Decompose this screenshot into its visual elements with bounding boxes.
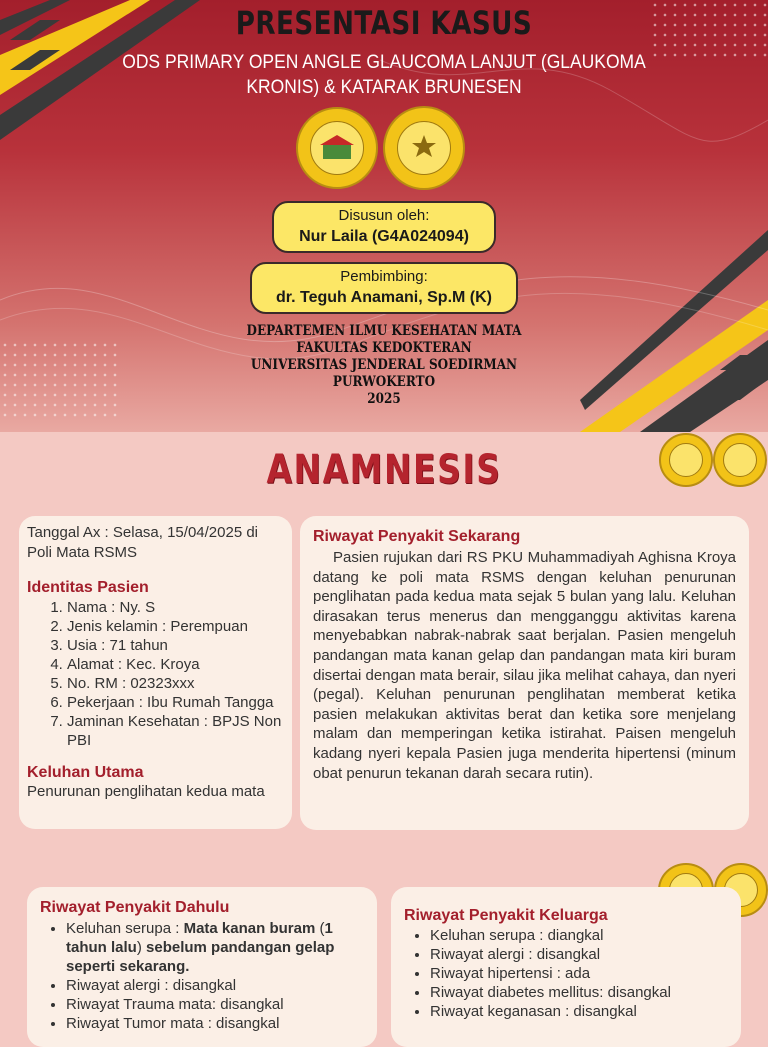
author-name: Nur Laila (G4A024094) xyxy=(299,228,469,245)
list-item: 1. Nama : Ny. S xyxy=(67,598,284,617)
university-logo xyxy=(383,106,465,190)
anamnesis-title: ANAMNESIS xyxy=(266,447,502,493)
department-block xyxy=(54,323,714,408)
author-box xyxy=(272,201,496,253)
family-history-heading: Riwayat Penyakit Keluarga xyxy=(404,907,608,924)
list-item: • Riwayat Trauma mata: disangkal xyxy=(66,995,364,1014)
advisor-box xyxy=(250,262,518,314)
list-item: • Keluhan serupa : Mata kanan buram (1 tahun lalu) sebelum pandangan gelap seperti sekarang. xyxy=(66,919,364,976)
present-illness-card xyxy=(300,516,749,830)
list-item: • Riwayat alergi : disangkal xyxy=(430,945,728,964)
hospital-logo xyxy=(296,107,378,189)
dept-line: PURWOKERTO xyxy=(332,374,436,390)
dept-line: UNIVERSITAS JENDERAL SOEDIRMAN xyxy=(250,357,518,373)
case-subtitle: ODS PRIMARY OPEN ANGLE GLAUCOMA LANJUT (GLAUKOMA KRONIS) & KATARAK BRUNESEN xyxy=(122,52,646,98)
university-logo-small xyxy=(713,433,767,487)
list-item: 2. Jenis kelamin : Perempuan xyxy=(67,617,284,636)
past-history-list xyxy=(40,919,364,1033)
identity-list xyxy=(27,598,284,750)
advisor-name: dr. Teguh Anamani, Sp.M (K) xyxy=(276,289,492,306)
dept-line: DEPARTEMEN ILMU KESEHATAN MATA xyxy=(246,323,522,339)
patient-identity-card xyxy=(19,516,292,829)
present-illness-heading: Riwayat Penyakit Sekarang xyxy=(313,528,521,545)
author-label: Disusun oleh: xyxy=(338,207,430,224)
list-item: • Keluhan serupa : diangkal xyxy=(430,926,728,945)
past-history-heading: Riwayat Penyakit Dahulu xyxy=(40,899,230,916)
visit-date: Tanggal Ax : Selasa, 15/04/2025 di Poli Mata RSMS xyxy=(27,524,259,561)
presentation-title: PRESENTASI KASUS xyxy=(235,4,533,42)
list-item: • Riwayat diabetes mellitus: disangkal xyxy=(430,983,728,1002)
past-history-card xyxy=(27,887,377,1047)
list-item: • Riwayat alergi : disangkal xyxy=(66,976,364,995)
list-item: • Riwayat Tumor mata : disangkal xyxy=(66,1014,364,1033)
dept-line: 2025 xyxy=(367,391,401,407)
list-item: • Riwayat keganasan : disangkal xyxy=(430,1002,728,1021)
family-history-card xyxy=(391,887,741,1047)
list-item: 4. Alamat : Kec. Kroya xyxy=(67,655,284,674)
list-item: 3. Usia : 71 tahun xyxy=(67,636,284,655)
list-item: 7. Jaminan Kesehatan : BPJS Non PBI xyxy=(67,712,284,750)
advisor-label: Pembimbing: xyxy=(340,268,428,285)
list-item: 5. No. RM : 02323xxx xyxy=(67,674,284,693)
present-illness-text: Pasien rujukan dari RS PKU Muhammadiyah Aghisna Kroya datang ke poli mata RSMS dengan keluhan penurunan penglihatan pada kedua mata sejak 5 bulan yang lalu. Keluhan dirasakan terus menerus dan mengganggu aktivitas karena menyebabkan nabrak-nabrak saat berjalan. Pasien mengeluh pandangan mata kanan gelap dan pandangan mata kiri buram disertai dengan mata berair, silau jika melihat cahaya, dan nyeri (pegal). Keluhan penurunan penglihatan memberat ketika pasien melakukan aktivitas berat dan ketika sore menjelang malam dan memperingan ketika istirahat. Paisen mengeluh kadang nyeri kepala Pasien juga menderita hipertensi (minum obat penurun tekanan darah secara rutin). xyxy=(313,549,736,782)
chief-complaint: Penurunan penglihatan kedua mata xyxy=(27,783,265,800)
identity-heading: Identitas Pasien xyxy=(27,579,149,596)
dept-line: FAKULTAS KEDOKTERAN xyxy=(296,340,472,356)
list-item: • Riwayat hipertensi : ada xyxy=(430,964,728,983)
hospital-logo-small xyxy=(659,433,713,487)
list-item: 6. Pekerjaan : Ibu Rumah Tangga xyxy=(67,693,284,712)
family-history-list xyxy=(404,926,728,1021)
cover-banner xyxy=(0,0,768,432)
chief-complaint-heading: Keluhan Utama xyxy=(27,764,144,781)
